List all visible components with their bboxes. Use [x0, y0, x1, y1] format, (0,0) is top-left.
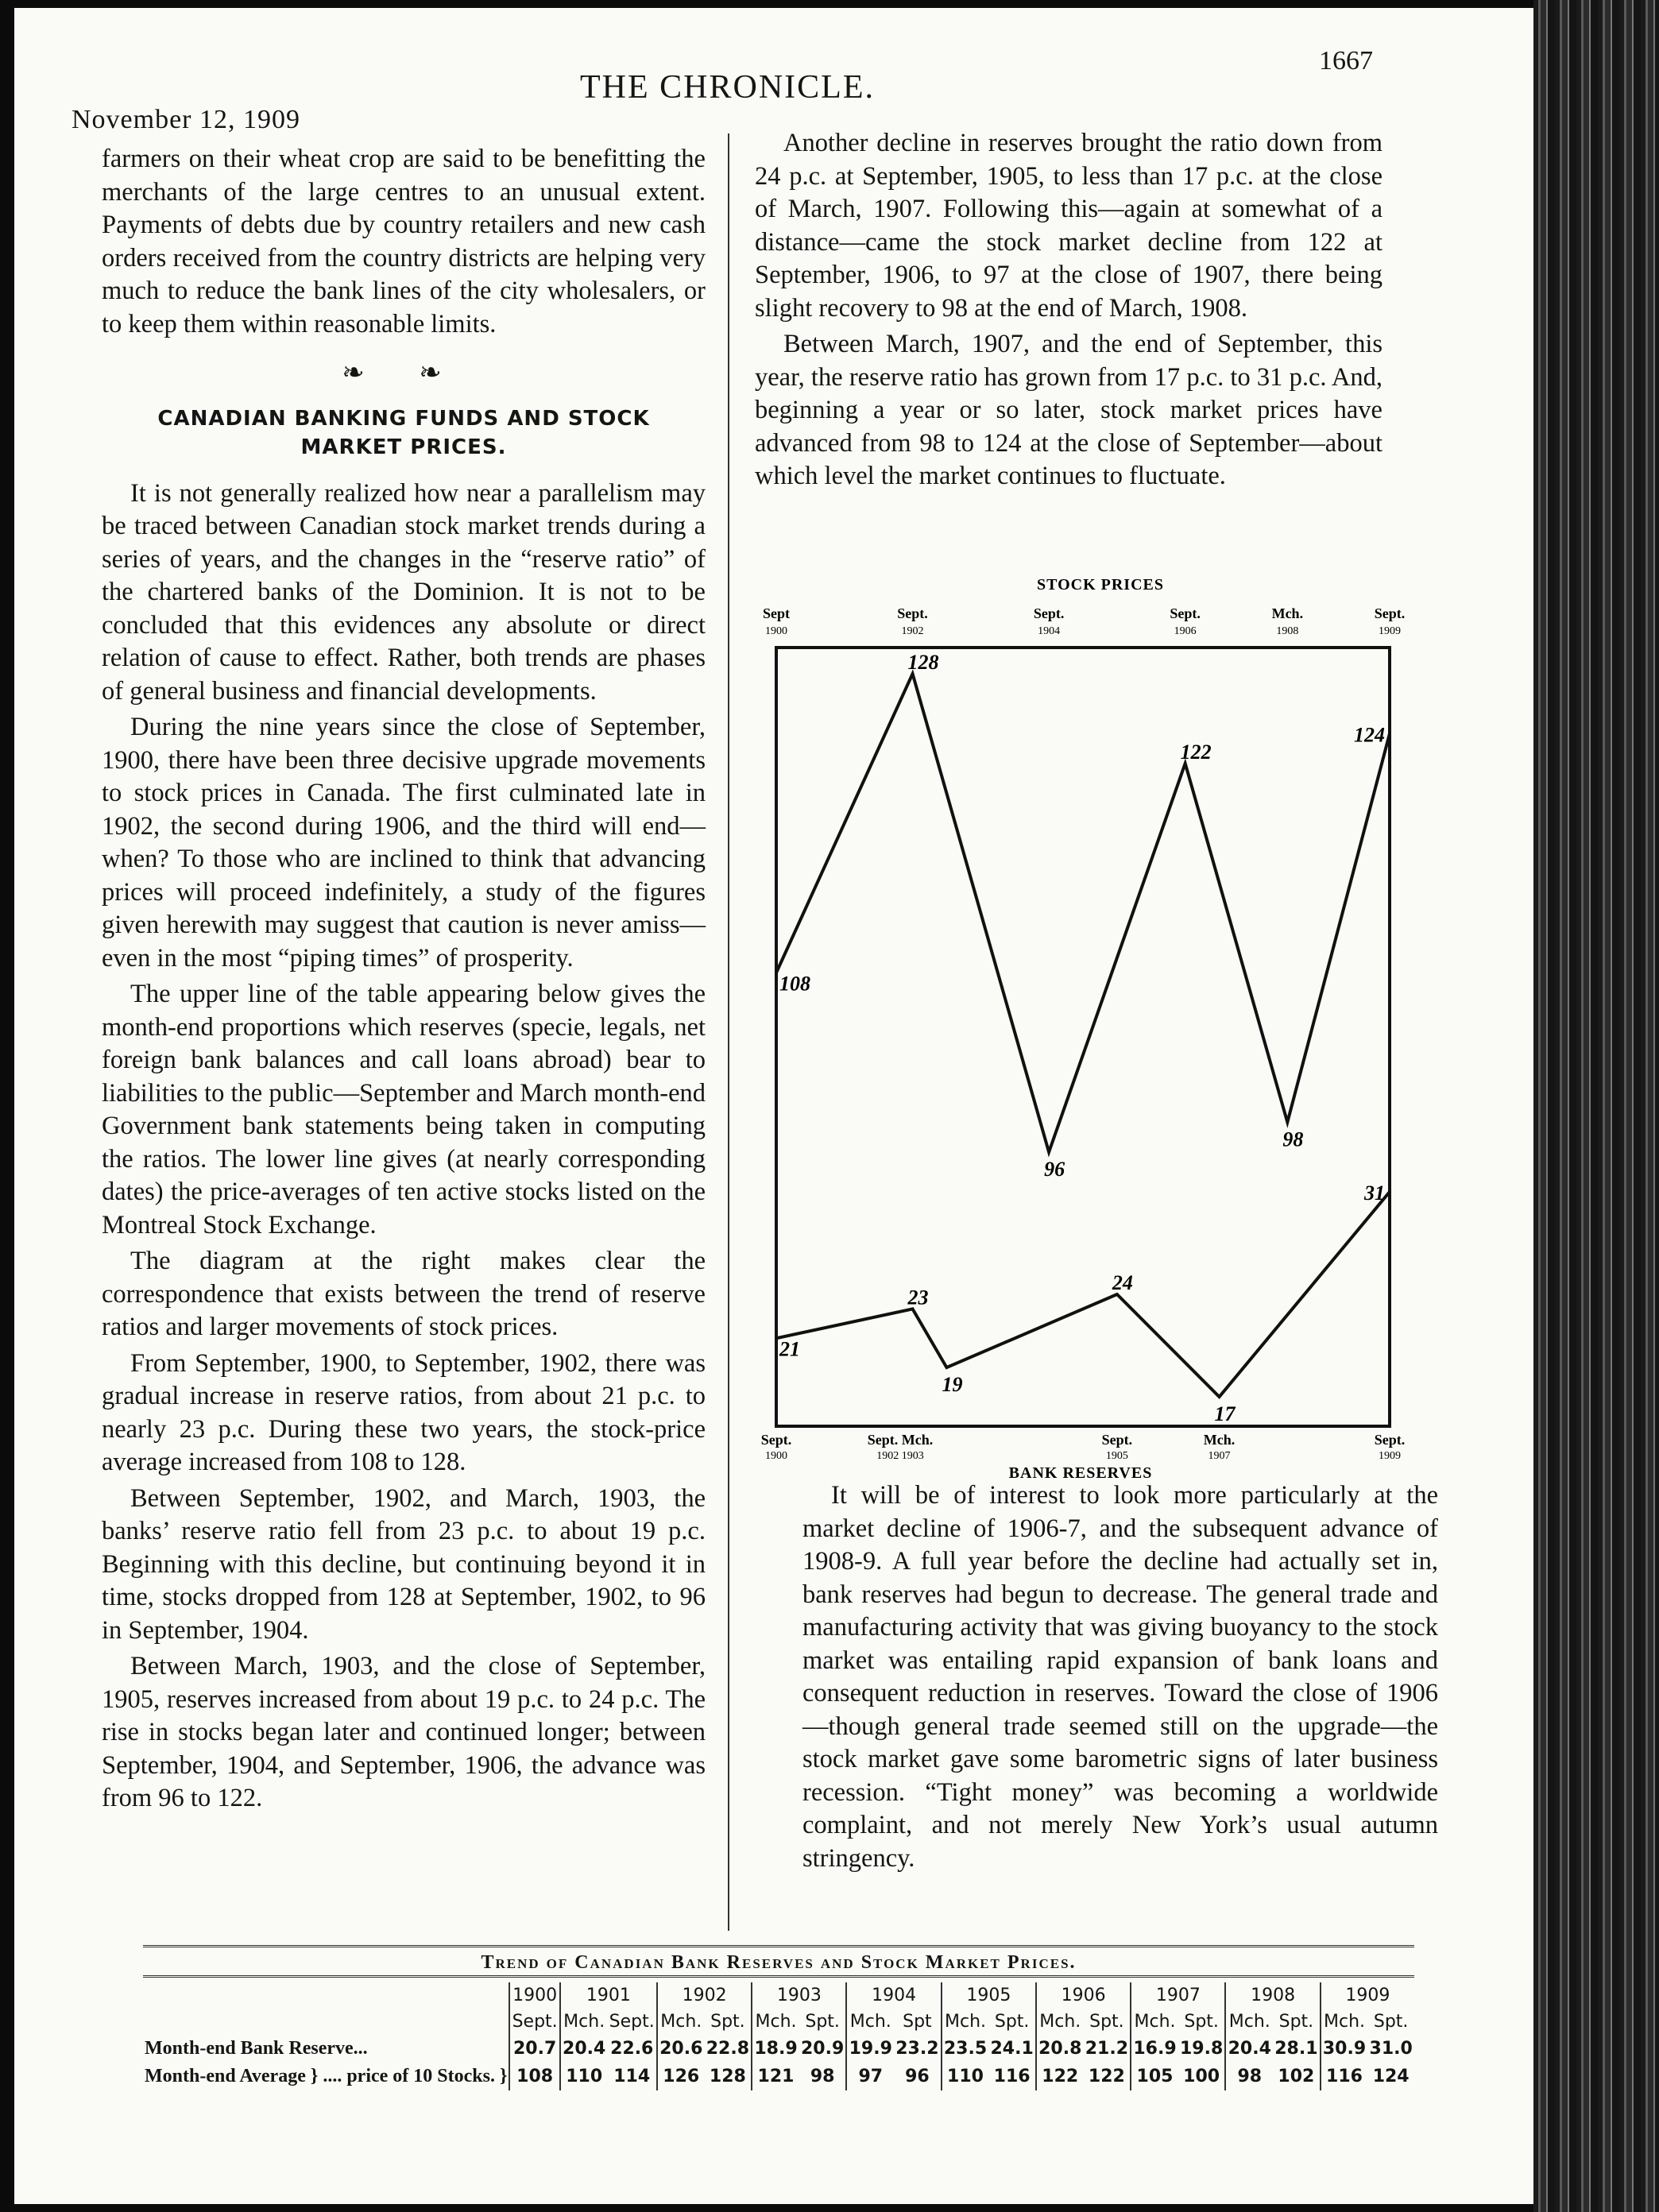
bottom-tick-label: Mch.	[1203, 1432, 1236, 1448]
row-label-reserves: Month-end Bank Reserve...	[145, 2038, 368, 2059]
top-axis-ticks	[763, 605, 1405, 637]
top-tick-year: 1906	[1174, 625, 1197, 637]
table-title: Trend of Canadian Bank Reserves and Stock Market Prices.	[481, 1952, 1077, 1973]
price-cell: 98	[1225, 2063, 1273, 2090]
reserve-cell: 23.5	[942, 2035, 989, 2063]
reserve-cell: 30.9	[1321, 2035, 1368, 2063]
table-year-header: 1906	[1036, 1982, 1131, 2009]
intro-paragraph: farmers on their wheat crop are said to be benefitting the merchants of the large centres to an unusual extent. Payments of debts due by country retailers and new cash orders received from the country districts are helping very much to reduce the bank lines of the city wholesalers, or to keep them within reasonable limits.	[102, 145, 706, 338]
bottom-tick-label: Sept.	[1101, 1432, 1133, 1448]
table-month-header: Mch.	[846, 2009, 894, 2035]
stock-price-data-label: 122	[1180, 740, 1212, 764]
bottom-tick-label: Sept.	[760, 1432, 792, 1448]
price-cell: 122	[1036, 2063, 1084, 2090]
article-paragraph: From September, 1900, to September, 1902, there was gradual increase in reserve ratios, from about 21 p.c. to nearly 23 p.c. During these two years, the stock-price average increased from 108 to 128.	[102, 1348, 706, 1476]
bottom-tick-year: 1909	[1379, 1450, 1401, 1462]
ornament-divider: ❧ ❧	[342, 358, 466, 388]
top-tick-label: Sept	[762, 605, 791, 621]
table-year-header: 1901	[560, 1982, 657, 2009]
trend-table	[143, 1945, 1414, 2090]
stock-price-data-label: 108	[779, 972, 810, 996]
trend-chart	[755, 572, 1414, 1494]
table-year-header: 1904	[846, 1982, 941, 2009]
bottom-tick-year: 1900	[765, 1450, 787, 1462]
reserve-data-label: 31	[1364, 1181, 1385, 1205]
reserve-cell: 22.6	[610, 2039, 654, 2059]
article-paragraph: Another decline in reserves brought the ratio down from 24 p.c. at September, 1905, to less than 17 p.c. at the close of March, 1907. Following this—again at somewhat of a distance—came the stock market decline from 122 at September, 1906, to 97 at the close of 1907, there being slight recovery to 98 at the end of March, 1908.	[755, 129, 1382, 323]
price-cell: 102	[1278, 2067, 1315, 2086]
price-cell: 108	[509, 2063, 559, 2090]
price-cell: 122	[1088, 2067, 1125, 2086]
table-row-years	[143, 1982, 1414, 2009]
table-month-header: Mch.	[1225, 2009, 1273, 2035]
column-divider	[728, 133, 729, 1931]
stock-price-data-label: 98	[1282, 1127, 1304, 1151]
publication-title: THE CHRONICLE.	[580, 69, 875, 106]
reserve-cell: 20.4	[1225, 2035, 1273, 2063]
table-row-prices	[143, 2063, 1414, 2090]
bottom-tick-year: 1902 1903	[876, 1450, 924, 1462]
reserve-data-label: 21	[779, 1337, 800, 1361]
table-month-header: Mch.	[752, 2009, 799, 2035]
reserve-cell: 19.9	[846, 2035, 894, 2063]
right-column-bottom	[802, 1479, 1438, 1878]
bottom-axis-ticks	[761, 1432, 1406, 1462]
book-binding-edge	[1533, 0, 1659, 2212]
table-year-header: 1905	[942, 1982, 1036, 2009]
top-tick-label: Sept.	[1033, 605, 1065, 621]
table-month-header: Mch.	[657, 2009, 705, 2035]
table-month-header: Spt.	[1184, 2012, 1219, 2032]
issue-date: November 12, 1909	[72, 105, 301, 134]
top-tick-year: 1902	[901, 625, 924, 637]
price-cell: 105	[1131, 2063, 1178, 2090]
table-month-header: Mch.	[1321, 2009, 1368, 2035]
stock-price-data-label: 124	[1354, 723, 1385, 747]
top-tick-year: 1904	[1038, 625, 1061, 637]
article-paragraph: It is not generally realized how near a parallelism may be traced between Canadian stock market trends during a series of years, and the changes in the “reserve ratio” of the chartered banks of the Dominion. It is not to be concluded that this evidences any absolute or direct relation of cause to effect. Rather, both trends are phases of general business and financial developments.	[102, 478, 706, 706]
reserve-cell: 20.9	[801, 2039, 845, 2059]
price-cell: 98	[810, 2067, 835, 2086]
right-column-top	[755, 127, 1382, 497]
top-tick-year: 1908	[1276, 625, 1299, 637]
table-month-header: Spt.	[805, 2012, 840, 2032]
reserve-cell: 24.1	[990, 2039, 1034, 2059]
article-paragraph: During the nine years since the close of September, 1900, there have been three decisive upgrade movements to stock prices in Canada. The first culminated late in 1902, the second during 1906, and the third will end—when? To those who are inclined to think that advancing prices will proceed indefinitely, a study of the figures given herewith may suggest that caution is never amiss—even in the most “piping times” of prosperity.	[102, 713, 706, 973]
table-month-header: Spt.	[1278, 2012, 1314, 2032]
table-year-header: 1900	[509, 1982, 559, 2009]
top-tick-year: 1900	[765, 625, 787, 637]
price-cell: 110	[942, 2063, 989, 2090]
price-cell: 116	[993, 2067, 1031, 2086]
top-tick-label: Sept.	[1170, 605, 1201, 621]
table-month-header: Mch.	[1036, 2009, 1084, 2035]
article-paragraph: The upper line of the table appearing below gives the month-end proportions which reserves (specie, legals, net foreign bank balances and call loans abroad) bear to liabilities to the public—September and March month-end Government bank statements being taken in computing the ratios. The lower line gives (at nearly corresponding dates) the price-averages of ten active stocks listed on the Montreal Stock Exchange.	[102, 980, 706, 1239]
price-cell: 124	[1372, 2067, 1410, 2086]
article-paragraph: Between March, 1903, and the close of September, 1905, reserves increased from about 19 p.c. to 24 p.c. The rise in stocks began later and continued longer; between September, 1904, and September, 1906, the advance was from 96 to 122.	[102, 1652, 706, 1812]
table-month-header: Spt.	[1373, 2012, 1409, 2032]
reserve-cell: 20.4	[560, 2035, 608, 2063]
table-month-header: Mch.	[942, 2009, 989, 2035]
reserve-cell: 31.0	[1369, 2039, 1413, 2059]
row-label-prices: Month-end Average } .... price of 10 Stocks. }	[145, 2066, 508, 2086]
bottom-tick-year: 1905	[1105, 1450, 1128, 1462]
reserve-cell: 19.8	[1180, 2039, 1224, 2059]
section-heading-line1: CANADIAN BANKING FUNDS AND STOCK	[157, 406, 650, 431]
table-month-header: Sept.	[609, 2012, 655, 2032]
reserve-cell: 22.8	[706, 2039, 750, 2059]
section-heading-line2: MARKET PRICES.	[300, 435, 507, 459]
bottom-tick-label: Sept.	[1374, 1432, 1406, 1448]
table-top-rule	[143, 1945, 1414, 1947]
price-cell: 114	[613, 2067, 651, 2086]
reserve-cell: 16.9	[1131, 2035, 1178, 2063]
table-row-reserves	[143, 2035, 1414, 2063]
table-year-header: 1902	[657, 1982, 752, 2009]
article-paragraph: The diagram at the right makes clear the correspondence that exists between the trend of reserve ratios and larger movements of stock prices.	[102, 1247, 706, 1341]
article-paragraph: Between September, 1902, and March, 1903, the banks’ reserve ratio fell from 23 p.c. to about 19 p.c. Beginning with this decline, but continuing beyond it in time, stocks dropped from 128 at September, 1902, to 96 in September, 1904.	[102, 1483, 706, 1645]
chart-series	[776, 651, 1390, 1425]
bank-reserves-line	[776, 1192, 1390, 1397]
reserve-cell: 18.9	[752, 2035, 799, 2063]
reserve-cell: 23.2	[895, 2039, 939, 2059]
page-number: 1667	[1319, 46, 1373, 75]
chart-bottom-title: BANK RESERVES	[1008, 1464, 1153, 1482]
reserve-cell: 28.1	[1274, 2039, 1318, 2059]
table-month-header: Spt.	[710, 2012, 745, 2032]
article-paragraph: It will be of interest to look more particularly at the market decline of 1906-7, and the subsequent advance of 1908-9. A full year before the decline had actually set in, bank reserves had begun to decrease. The general trade and manufacturing activity that was giving buoyancy to the stock market was entailing rapid expansion of bank loans and consequent reduction in reserves. Toward the close of 1906—though general trade seemed still on the upgrade—the stock market gave some barometric signs of later business recession. “Tight money” was becoming a worldwide complaint, and not merely New York’s usual autumn stringency.	[802, 1481, 1438, 1873]
price-cell: 96	[905, 2067, 930, 2086]
table-title-rule	[143, 1975, 1414, 1978]
reserve-data-label: 19	[942, 1373, 963, 1397]
table-year-header: 1909	[1321, 1982, 1414, 2009]
trend-chart-svg	[755, 572, 1414, 1494]
top-tick-label: Sept.	[897, 605, 928, 621]
section-heading	[102, 404, 706, 462]
stock-price-data-label: 96	[1044, 1158, 1065, 1181]
left-column	[102, 143, 706, 1819]
top-tick-year: 1909	[1379, 625, 1401, 637]
bottom-tick-label: Sept. Mch.	[867, 1432, 934, 1448]
price-cell: 110	[560, 2063, 608, 2090]
stock-price-data-label: 128	[907, 651, 939, 674]
reserve-cell: 20.6	[657, 2035, 705, 2063]
table-month-header: Spt.	[994, 2012, 1030, 2032]
stock-prices-line	[776, 674, 1390, 1152]
table-year-header: 1903	[752, 1982, 846, 2009]
table-year-header: 1907	[1131, 1982, 1225, 2009]
table-month-header: Spt	[903, 2012, 932, 2032]
price-cell: 128	[709, 2067, 746, 2086]
table-row-months	[143, 2009, 1414, 2035]
top-tick-label: Sept.	[1374, 605, 1406, 621]
chart-top-title: STOCK PRICES	[1036, 576, 1165, 594]
table-month-header: Mch.	[560, 2009, 608, 2035]
price-cell: 97	[846, 2063, 894, 2090]
top-tick-label: Mch.	[1271, 605, 1304, 621]
table-month-header: Mch.	[1131, 2009, 1178, 2035]
price-cell: 121	[752, 2063, 799, 2090]
reserve-cell: 21.2	[1085, 2039, 1129, 2059]
reserve-cell: 20.8	[1036, 2035, 1084, 2063]
bottom-tick-year: 1907	[1208, 1450, 1231, 1462]
reserve-data-label: 24	[1112, 1271, 1133, 1294]
reserve-data-label: 17	[1214, 1402, 1236, 1425]
reserve-data-label: 23	[907, 1286, 929, 1309]
price-cell: 100	[1183, 2067, 1220, 2086]
price-cell: 116	[1321, 2063, 1368, 2090]
price-cell: 126	[657, 2063, 705, 2090]
table-year-header: 1908	[1225, 1982, 1320, 2009]
table-month-header: Sept.	[509, 2009, 559, 2035]
reserve-cell: 20.7	[509, 2035, 559, 2063]
trend-data-table	[143, 1982, 1414, 2090]
table-month-header: Spt.	[1089, 2012, 1124, 2032]
article-paragraph: Between March, 1907, and the end of September, this year, the reserve ratio has grown from 17 p.c. to 31 p.c. And, beginning a year or so later, stock market prices have advanced from 98 to 124 at the close of September—about which level the market continues to fluctuate.	[755, 330, 1382, 490]
